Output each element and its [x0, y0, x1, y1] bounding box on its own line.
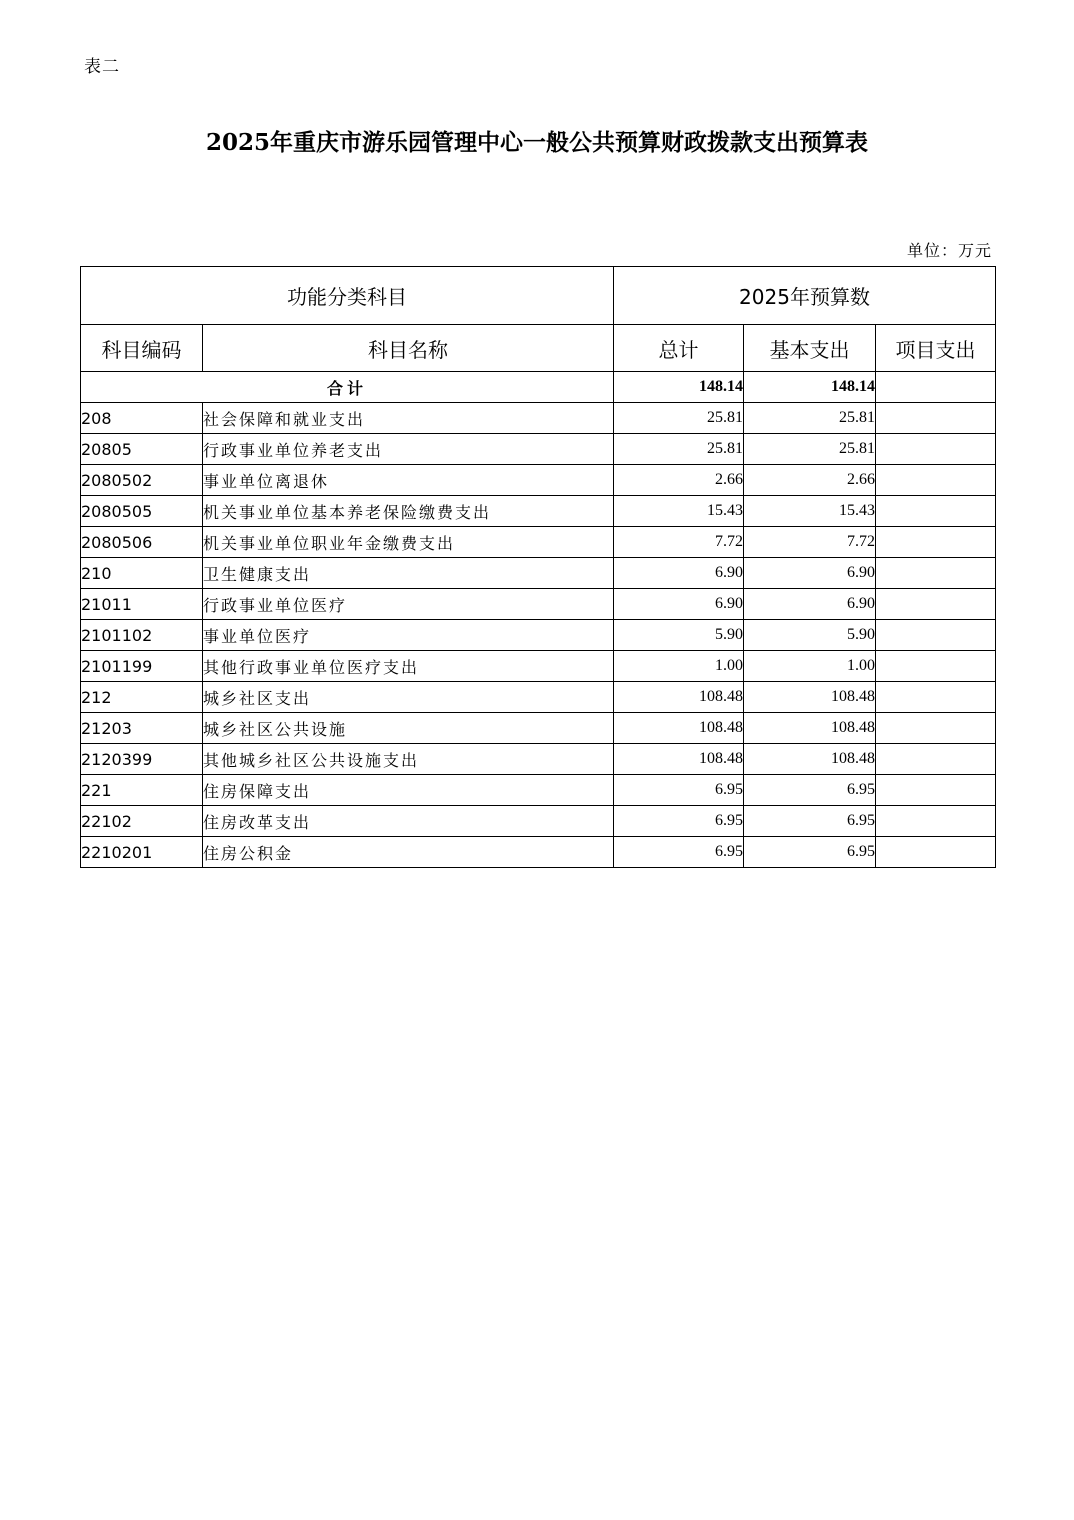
total-sum: 148.14	[614, 372, 744, 403]
row-basic: 6.95	[744, 837, 876, 868]
row-total: 108.48	[614, 744, 744, 775]
row-code: 2080502	[81, 465, 203, 496]
header-group-row	[81, 267, 996, 325]
table-number-label: 表二	[84, 57, 120, 77]
row-basic: 15.43	[744, 496, 876, 527]
row-code: 22102	[81, 806, 203, 837]
row-name: 住房公积金	[203, 837, 614, 868]
table-row	[81, 713, 996, 744]
row-project	[876, 806, 996, 837]
row-name: 其他行政事业单位医疗支出	[203, 651, 614, 682]
row-basic: 6.95	[744, 775, 876, 806]
row-name: 事业单位医疗	[203, 620, 614, 651]
row-total: 2.66	[614, 465, 744, 496]
budget-table	[80, 266, 996, 868]
row-basic: 25.81	[744, 434, 876, 465]
row-code: 2210201	[81, 837, 203, 868]
row-code: 20805	[81, 434, 203, 465]
row-basic: 1.00	[744, 651, 876, 682]
row-project	[876, 434, 996, 465]
row-basic: 108.48	[744, 713, 876, 744]
row-total: 25.81	[614, 434, 744, 465]
row-total: 25.81	[614, 403, 744, 434]
row-total: 6.95	[614, 775, 744, 806]
row-name: 住房保障支出	[203, 775, 614, 806]
header-budget-2025: 2025年预算数	[614, 267, 996, 325]
row-basic: 5.90	[744, 620, 876, 651]
table-row	[81, 837, 996, 868]
row-total: 108.48	[614, 713, 744, 744]
table-row	[81, 496, 996, 527]
row-name: 事业单位离退休	[203, 465, 614, 496]
row-total: 15.43	[614, 496, 744, 527]
row-name: 其他城乡社区公共设施支出	[203, 744, 614, 775]
row-basic: 25.81	[744, 403, 876, 434]
row-code: 2101199	[81, 651, 203, 682]
row-total: 6.95	[614, 837, 744, 868]
total-project	[876, 372, 996, 403]
row-code: 21011	[81, 589, 203, 620]
row-total: 6.90	[614, 558, 744, 589]
table-row	[81, 558, 996, 589]
row-total: 7.72	[614, 527, 744, 558]
table-row	[81, 434, 996, 465]
header-basic: 基本支出	[744, 325, 876, 372]
row-code: 208	[81, 403, 203, 434]
table-row	[81, 775, 996, 806]
row-name: 城乡社区公共设施	[203, 713, 614, 744]
row-name: 行政事业单位医疗	[203, 589, 614, 620]
row-basic: 6.90	[744, 589, 876, 620]
row-basic: 6.90	[744, 558, 876, 589]
total-row	[81, 372, 996, 403]
table-row	[81, 744, 996, 775]
page-title: 2025年重庆市游乐园管理中心一般公共预算财政拨款支出预算表	[205, 129, 868, 156]
table-row	[81, 403, 996, 434]
row-name: 机关事业单位基本养老保险缴费支出	[203, 496, 614, 527]
row-code: 221	[81, 775, 203, 806]
row-total: 108.48	[614, 682, 744, 713]
table-body	[81, 372, 996, 868]
header-column-row	[81, 325, 996, 372]
row-project	[876, 713, 996, 744]
table-row	[81, 651, 996, 682]
row-code: 2080506	[81, 527, 203, 558]
table-row	[81, 589, 996, 620]
table-row	[81, 620, 996, 651]
row-basic: 108.48	[744, 744, 876, 775]
total-label: 合计	[81, 372, 614, 403]
row-name: 社会保障和就业支出	[203, 403, 614, 434]
row-total: 5.90	[614, 620, 744, 651]
row-name: 机关事业单位职业年金缴费支出	[203, 527, 614, 558]
row-project	[876, 682, 996, 713]
row-code: 2080505	[81, 496, 203, 527]
row-project	[876, 496, 996, 527]
unit-label: 单位：万元	[906, 241, 992, 260]
row-name: 城乡社区支出	[203, 682, 614, 713]
row-name: 住房改革支出	[203, 806, 614, 837]
row-name: 行政事业单位养老支出	[203, 434, 614, 465]
row-project	[876, 775, 996, 806]
row-code: 212	[81, 682, 203, 713]
row-code: 210	[81, 558, 203, 589]
table-row	[81, 465, 996, 496]
table-row	[81, 527, 996, 558]
row-basic: 6.95	[744, 806, 876, 837]
total-basic: 148.14	[744, 372, 876, 403]
row-code: 2101102	[81, 620, 203, 651]
row-project	[876, 558, 996, 589]
row-code: 21203	[81, 713, 203, 744]
header-functional-category: 功能分类科目	[81, 267, 614, 325]
header-project: 项目支出	[876, 325, 996, 372]
header-code: 科目编码	[81, 325, 203, 372]
row-project	[876, 744, 996, 775]
row-project	[876, 837, 996, 868]
row-total: 1.00	[614, 651, 744, 682]
row-project	[876, 651, 996, 682]
table-row	[81, 806, 996, 837]
row-total: 6.95	[614, 806, 744, 837]
row-project	[876, 620, 996, 651]
row-name: 卫生健康支出	[203, 558, 614, 589]
header-total: 总计	[614, 325, 744, 372]
header-name: 科目名称	[203, 325, 614, 372]
row-project	[876, 403, 996, 434]
row-code: 2120399	[81, 744, 203, 775]
table-row	[81, 682, 996, 713]
row-project	[876, 589, 996, 620]
row-basic: 108.48	[744, 682, 876, 713]
row-total: 6.90	[614, 589, 744, 620]
row-basic: 2.66	[744, 465, 876, 496]
row-project	[876, 465, 996, 496]
row-basic: 7.72	[744, 527, 876, 558]
row-project	[876, 527, 996, 558]
